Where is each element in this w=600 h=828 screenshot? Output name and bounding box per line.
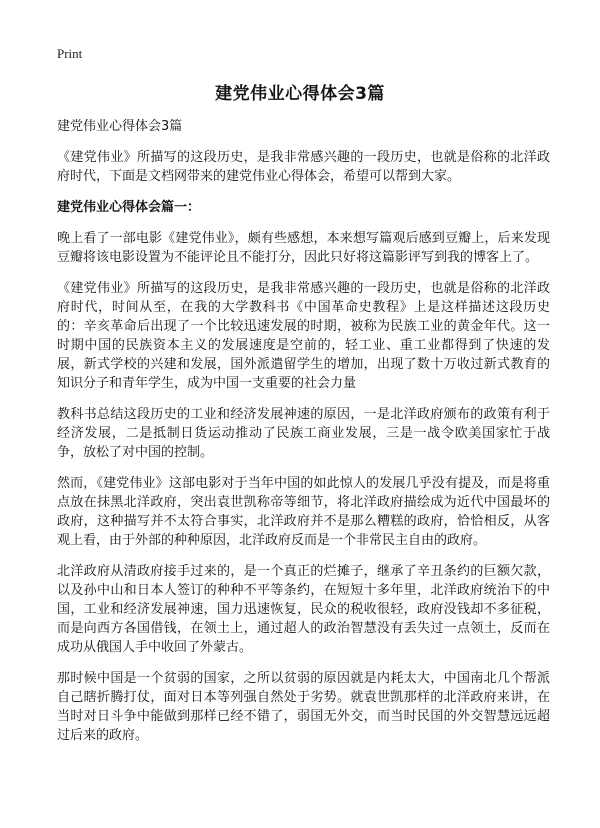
document-body <box>57 117 550 757</box>
body-paragraph-1: 晚上看了一部电影《建党伟业》，颇有些感想，本来想写篇观后感到豆瓣上，后来发现豆瓣将该电影设置为不能评论且不能打分，因此只好将这篇影评写到我的博客上了。 <box>57 231 550 265</box>
body-paragraph-6: 那时候中国是一个贫弱的国家，之所以贫弱的原因就是内耗太大，中国南北几个帮派自己瞎折腾打仗，面对日本等列强自然处于劣势。就袁世凯那样的北洋政府来讲，在当时对日斗争中能做到那样已经不错了，弱国无外交，而当时民国的外交智慧远远超过后来的政府。 <box>57 671 550 743</box>
document-subtitle: 建党伟业心得体会3篇 <box>57 119 183 134</box>
body-paragraph-5: 北洋政府从清政府接手过来的，是一个真正的烂摊子，继承了辛丑条约的巨额欠款，以及孙中山和日本人签订的种种不平等条约，在短短十多年里，北洋政府统治下的中国，工业和经济发展神速，国力迅速恢复，民众的税收很轻，政府没钱却不多征税，而是向西方各国借钱，在领土上，通过超人的政治智慧没有丢失过一点领土，反而在成功从俄国人手中收回了外蒙古。 <box>57 564 550 655</box>
intro-paragraph: 《建党伟业》所描写的这段历史，是我非常感兴趣的一段历史，也就是俗称的北洋政府时代，下面是文档网带来的建党伟业心得体会，希望可以帮到大家。 <box>57 150 550 184</box>
body-paragraph-4: 然而，《建党伟业》这部电影对于当年中国的如此惊人的发展几乎没有提及，而是将重点放在抹黑北洋政府，突出袁世凯称帝等细节，将北洋政府描绘成为近代中国最坏的政府，这种描写并不太符合事实，北洋政府并不是那么糟糕的政府，恰恰相反，从客观上看，由于外部的种种原因，北洋政府反而是一个非常民主自由的政府。 <box>57 476 550 548</box>
page-title: 建党伟业心得体会3篇 <box>215 84 385 104</box>
section-heading: 建党伟业心得体会篇一： <box>57 200 201 215</box>
print-link[interactable]: Print <box>57 46 83 61</box>
body-paragraph-3: 教科书总结这段历史的工业和经济发展神速的原因，一是北洋政府颁布的政策有利于经济发展，二是抵制日货运动推动了民族工商业发展，三是一战令欧美国家忙于战争，放松了对中国的控制。 <box>57 407 550 460</box>
body-paragraph-2: 《建党伟业》所描写的这段历史，是我非常感兴趣的一段历史，也就是俗称的北洋政府时代，时间从至，在我的大学教科书《中国革命史教程》上是这样描述这段历史的：辛亥革命后出现了一个比较迅速发展的时期，被称为民族工业的黄金年代。这一时期中国的民族资本主义的发展速度是空前的，轻工业、重工业都得到了快速的发展，新式学校的兴建和发展，国外派遣留学生的增加，出现了数十万收过新式教育的知识分子和青年学生，成为中国一支重要的社会力量 <box>57 281 550 391</box>
